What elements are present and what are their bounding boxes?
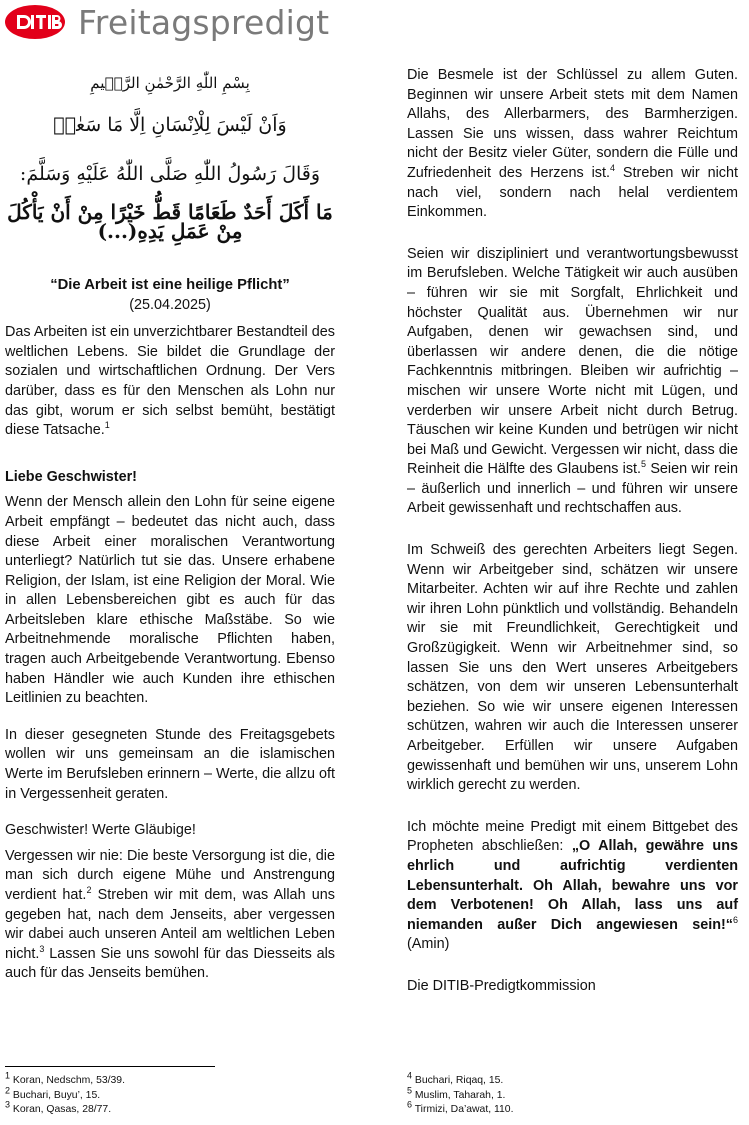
section-heading: Liebe Geschwister! [5,468,137,485]
left-column [5,66,335,984]
signature: Die DITIB-Predigtkommission [407,977,596,994]
paragraph: Das Arbeiten ist ein unverzichtbarer Bestandteil des weltlichen Lebens. Sie bildet die Grundlage der sozialen und wirtschaftlichen Ordnung. Der Vers darüber, dass es für den Menschen als Lohn nur das gibt, worum er sich selbst bemüht, bestätigt diese Tatsache.$^1$ [5,324,335,439]
footnote: $^2$ Buchari, Buyu’, 15. [5,1085,101,1101]
hadith-intro: وَقَالَ رَسُولُ اللّٰهِ صَلَّى اللّٰهُ عَلَيْهِ وَسَلَّمَ: [19,163,321,186]
paragraph: Die Besmele ist der Schlüssel zu allem Guten. Beginnen wir unsere Arbeit stets mit dem Namen Allahs, des Allerbarmers, des Barmherzigen. Lassen Sie uns wissen, dass wahrer Reichtum nicht der Besitz vieler Güter, sondern die Fülle und Zufriedenheit des Herzens ist.$^4$ Streben wir nicht nach viel, sondern nach helal verdientem Einkommen. [407,67,738,221]
footnotes-right [407,1070,514,1118]
footnotes-left [5,1070,125,1118]
footnote: $^5$ Muslim, Taharah, 1. [407,1085,506,1101]
footnote: $^3$ Koran, Qasas, 28/77. [5,1099,112,1116]
paragraph: In dieser gesegneten Stunde des Freitagsgebets wollen wir uns gemeinsam an die islamischen Werte im Berufsleben erinnern – Werte, die allzu oft in Vergessenheit geraten. [5,726,335,802]
paragraph: Wenn der Mensch allein den Lohn für seine eigene Arbeit empfängt – bedeutet das nicht auch, dass diese Arbeit einer moralischen Verantwortung unterliegt? Natürlich tut sie das. Unsere erhabene Religion, der Islam, ist eine Religion der Moral. Wie in allen Lebensbereichen gibt es auch für das Arbeitsleben klare ethische Maßstäbe. So wie Arbeitnehmende moralische Pflichten haben, tragen auch Arbeitgebende Verantwortung. Ebenso haben Händler wie auch Kunden ihre ethischen Leitlinien zu beachten. [5,494,335,707]
brand-title: Freitagspredigt [78,3,330,42]
sermon-date: (25.04.2025) [129,296,211,313]
footnote: $^4$ Buchari, Riqaq, 15. [407,1070,504,1086]
footnote: $^1$ Koran, Nedschm, 53/39. [5,1070,125,1086]
sermon-title: “Die Arbeit ist eine heilige Pflicht” [50,276,290,293]
right-column [407,66,738,997]
hadith-text: مَا أَكَلَ أَحَدٌ طَعَامًا قَطُّ خَيْرًا مِنْ أَنْ يَأْكُلَ مِنْ عَمَلِ يَدِهِ(...) [7,199,333,244]
paragraph: Vergessen wir nie: Die beste Versorgung ist die, die man sich durch eigene Mühe und Anstrengung verdient hat.$^2$ Streben wir mit dem, was Allah uns gegeben hat, nach dem Jenseits, aber vergessen wir dabei auch unseren Anteil am weltlichen Leben nicht.$^3$ Lassen Sie uns sowohl für das Diesseits als auch für das Jenseits bemühen. [5,847,335,982]
footnote: $^6$ Tirmizi, Da’awat, 110. [407,1099,514,1116]
quran-verse: وَاَنْ لَيْسَ لِلْاِنْسَانِ اِلَّا مَا سَعٰىۙ [53,113,287,136]
footnote-divider [5,1066,215,1067]
section-heading: Geschwister! Werte Gläubige! [5,822,196,839]
paragraph: Ich möchte meine Predigt mit einem Bittgebet des Propheten abschließen: „O Allah, gewähre uns ehrlich und aufrichtig verdienten Lebensunterhalt. Oh Allah, bewahre uns vor dem Verbotenen! Oh Allah, lass uns auf niemanden außer Dich angewiesen sein!“$^6$ (Amin) [407,818,739,953]
paragraph: Seien wir diszipliniert und verantwortungsbewusst im Berufsleben. Welche Tätigkeit wir auch ausüben – führen wir sie mit Sorgfalt, Ehrlichkeit und höchster Qualität aus. Übernehmen wir nur Aufgaben, denen wir gewachsen sind, und überlassen wir andere denen, die die nötige Fachkenntnis mitbringen. Bleiben wir aufrichtig – mischen wir unsere Worte nicht mit Lügen, und verderben wir unsere Arbeit nicht durch Betrug. Täuschen wir keine Kunden und betrügen wir nicht bei Maß und Gewicht. Vergessen wir nicht, dass die Reinheit die Hälfte des Glaubens ist.$^5$ Seien wir rein – äußerlich und innerlich – und führen wir unsere Arbeit gewissenhaft und rechtschaffen aus. [407,245,738,517]
ditib-logo-icon [4,4,66,40]
paragraph: Im Schweiß des gerechten Arbeiters liegt Segen. Wenn wir Arbeitgeber sind, schätzen wir unsere Mitarbeiter. Achten wir auf ihre Rechte und zahlen wir ihren Lohn pünktlich und vollständig. Behandeln wir sie mit Freundlichkeit, Gerechtigkeit und Großzügigkeit. Wenn wir Arbeitnehmer sind, so lassen Sie uns den Wert unseres Arbeitgebers schätzen, von dem wir unseren Lebensunterhalt beziehen. So wie wir unsere eigenen Interessen schützen, wahren wir auch die Interessen unserer Arbeitgeber. Erfüllen wir unsere Aufgaben gewissenhaft und bemühen wir uns, unserem Lohn wirklich gerecht zu werden. [407,542,738,794]
page-header [0,0,749,48]
prayer-quote: „O Allah, gewähre uns ehrlich und aufrichtig verdienten Lebensunterhalt. Oh Allah, bewahre uns vor dem Verbotenen! Oh Allah, lass uns auf niemanden außer Dich angewiesen sein!“ [407,838,739,933]
basmala: بِسْمِ اللّٰهِ الرَّحْمٰنِ الرَّح۪يمِ [90,74,250,92]
